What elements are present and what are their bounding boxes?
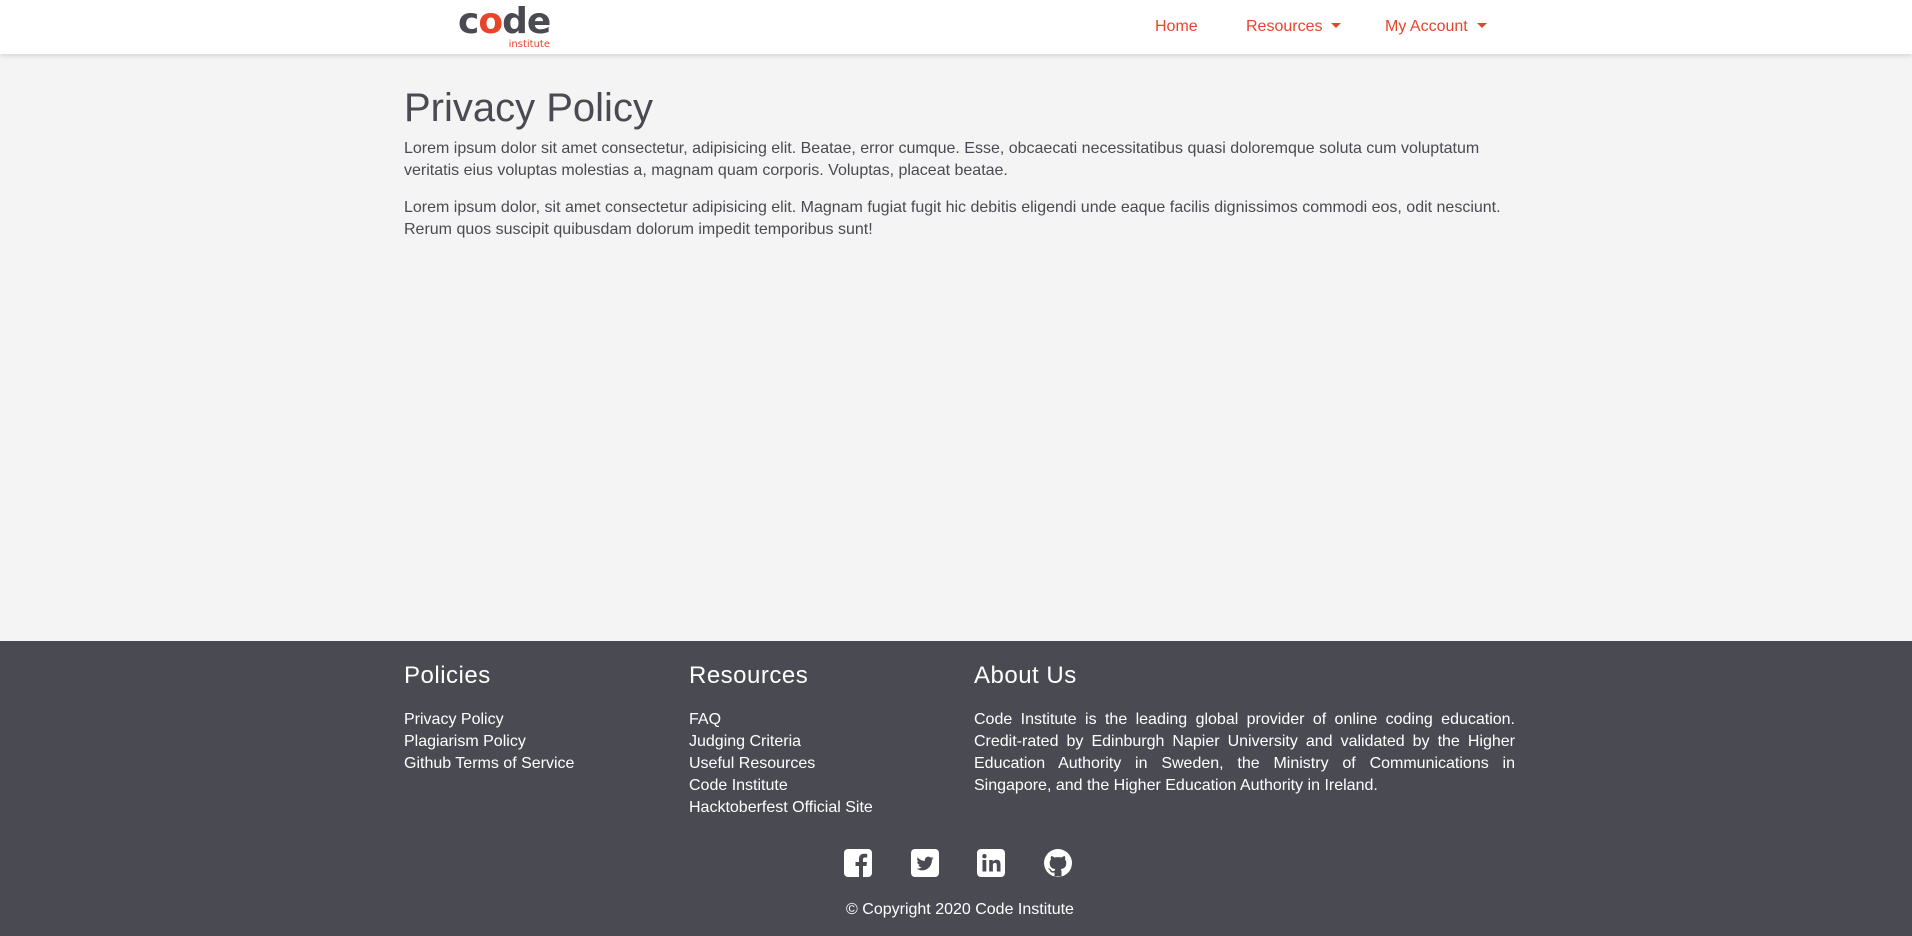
list-item — [404, 709, 674, 731]
brand-wordmark: code — [458, 1, 551, 42]
footer-link-plagiarism-policy[interactable]: Plagiarism Policy — [404, 733, 526, 750]
main-content — [404, 84, 1514, 256]
twitter-icon[interactable] — [910, 848, 940, 878]
linkedin-icon[interactable] — [976, 848, 1006, 878]
footer-link-useful-resources[interactable]: Useful Resources — [689, 755, 816, 772]
footer-link-faq[interactable]: FAQ — [689, 711, 722, 728]
footer-about — [974, 661, 1519, 797]
list-item — [689, 709, 959, 731]
navbar — [0, 0, 1912, 54]
facebook-icon[interactable] — [843, 848, 873, 878]
footer — [0, 641, 1912, 936]
policy-paragraph: Lorem ipsum dolor, sit amet consectetur adipisicing elit. Magnam fugiat fugit hic debitis eligendi unde eaque facilis dignissimos commodi eos, odit nesciunt. Rerum quos suscipit quibusdam dolorum impedit temporibus sunt! — [404, 199, 1501, 238]
brand-subtitle: institute — [508, 39, 550, 50]
caret-down-icon — [1477, 23, 1487, 28]
footer-about-text: Code Institute is the leading global provider of online coding education. Credit-rated by Edinburgh Napier University and validated by the Higher Education Authority in Sweden, the Ministry of Communications in Singapore, and the Higher Education Authority in Ireland. — [974, 711, 1515, 794]
footer-resources-list — [689, 709, 959, 819]
caret-down-icon — [1331, 23, 1341, 28]
page-title: Privacy Policy — [404, 86, 653, 130]
footer-policies-list — [404, 709, 674, 775]
footer-link-hacktoberfest[interactable]: Hacktoberfest Official Site — [689, 799, 873, 816]
nav-home-link[interactable]: Home — [1155, 18, 1198, 35]
list-item — [689, 731, 959, 753]
list-item — [689, 775, 959, 797]
footer-policies — [404, 661, 674, 775]
footer-resources-title: Resources — [689, 662, 809, 689]
list-item — [404, 731, 674, 753]
footer-about-title: About Us — [974, 662, 1077, 689]
github-icon[interactable] — [1043, 848, 1073, 878]
footer-link-code-institute[interactable]: Code Institute — [689, 777, 788, 794]
list-item — [404, 753, 674, 775]
footer-link-privacy-policy[interactable]: Privacy Policy — [404, 711, 504, 728]
copyright-text: © Copyright 2020 Code Institute — [846, 901, 1074, 918]
footer-resources — [689, 661, 959, 819]
footer-link-github-terms[interactable]: Github Terms of Service — [404, 755, 575, 772]
footer-policies-title: Policies — [404, 662, 491, 689]
nav-account-dropdown[interactable] — [1385, 17, 1487, 37]
nav-account-label: My Account — [1385, 18, 1468, 35]
policy-paragraph: Lorem ipsum dolor sit amet consectetur, adipisicing elit. Beatae, error cumque. Esse, obcaecati necessitatibus quasi doloremque soluta cum voluptatum veritatis eius voluptas molestias a, magnam quam corporis. Voluptas, placeat beatae. — [404, 140, 1480, 179]
social-links — [0, 848, 1912, 880]
footer-link-judging-criteria[interactable]: Judging Criteria — [689, 733, 802, 750]
nav-resources-label: Resources — [1246, 18, 1323, 35]
brand-logo[interactable] — [458, 1, 554, 50]
list-item — [689, 797, 959, 819]
list-item — [689, 753, 959, 775]
nav-resources-dropdown[interactable] — [1246, 17, 1341, 37]
